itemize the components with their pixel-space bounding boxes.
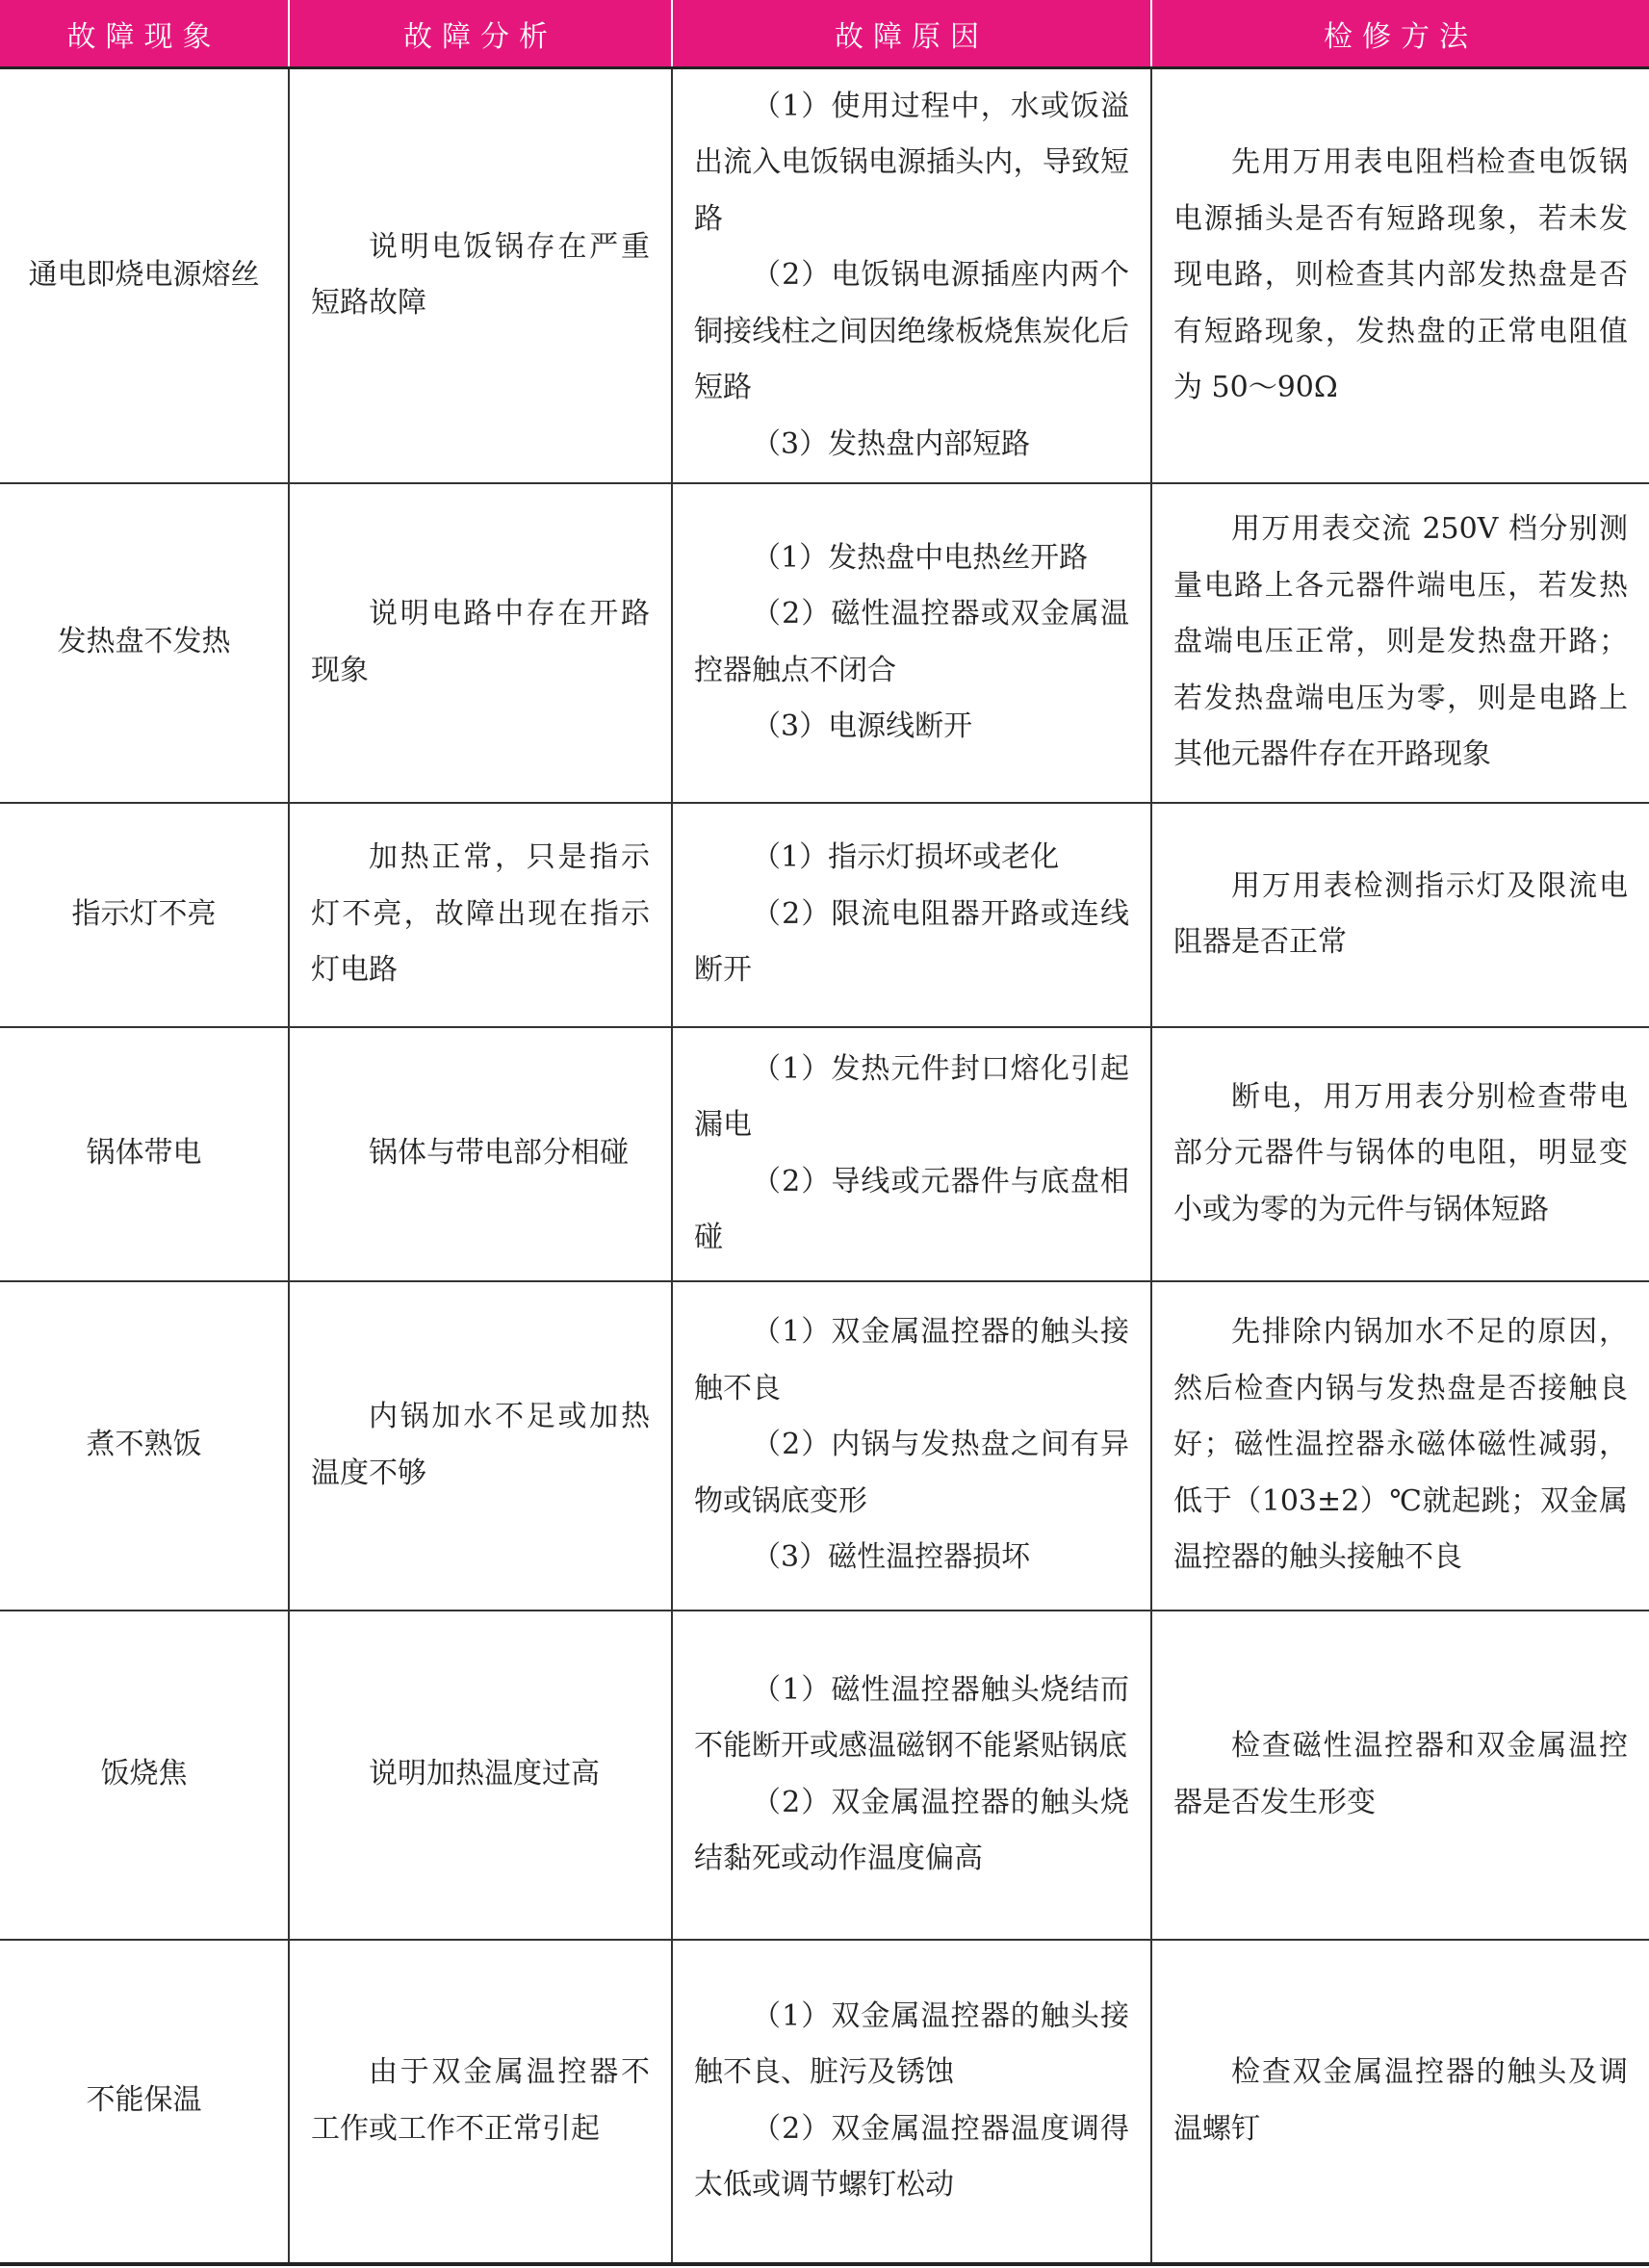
method-cell: 检查双金属温控器的触头及调温螺钉 — [1151, 1940, 1649, 2264]
cause-item: （3）磁性温控器损坏 — [752, 1540, 1031, 1575]
header-cause: 故障原因 — [672, 0, 1151, 68]
method-cell: 断电，用万用表分别检查带电部分元器件与锅体的电阻，明显变小或为零的为元件与锅体短路 — [1151, 1027, 1649, 1281]
causes-cell — [672, 803, 1151, 1027]
cause-item: （2）双金属温控器的触头烧结黏死或动作温度偏高 — [694, 1785, 1129, 1875]
causes-cell — [672, 1027, 1151, 1281]
analysis-cell: 内锅加水不足或加热温度不够 — [289, 1281, 672, 1611]
cause-item: （2）限流电阻器开路或连线断开 — [694, 896, 1129, 988]
cause-item: （1）使用过程中，水或饭溢出流入电饭锅电源插头内，导致短路 — [694, 89, 1129, 236]
cause-item: （2）磁性温控器或双金属温控器触点不闭合 — [694, 597, 1129, 687]
symptom-cell: 不能保温 — [0, 1940, 289, 2264]
analysis-cell: 说明电路中存在开路现象 — [289, 483, 672, 803]
header-row — [0, 0, 1649, 68]
method-cell: 检查磁性温控器和双金属温控器是否发生形变 — [1151, 1611, 1649, 1940]
table-row — [0, 483, 1649, 803]
cause-item: （1）双金属温控器的触头接触不良、脏污及锈蚀 — [694, 1998, 1129, 2089]
table-row — [0, 1611, 1649, 1940]
cause-item: （1）磁性温控器触头烧结而不能断开或感温磁钢不能紧贴锅底 — [694, 1672, 1129, 1763]
cause-item: （2）内锅与发热盘之间有异物或锅底变形 — [694, 1428, 1129, 1518]
cause-item: （1）双金属温控器的触头接触不良 — [694, 1315, 1129, 1405]
causes-cell — [672, 1281, 1151, 1611]
symptom-cell: 锅体带电 — [0, 1027, 289, 1281]
analysis-cell: 锅体与带电部分相碰 — [289, 1027, 672, 1281]
causes-cell — [672, 1611, 1151, 1940]
analysis-cell: 加热正常，只是指示灯不亮，故障出现在指示灯电路 — [289, 803, 672, 1027]
table-row — [0, 68, 1649, 483]
method-cell: 先用万用表电阻档检查电饭锅电源插头是否有短路现象，若未发现电路，则检查其内部发热盘是否有短路现象，发热盘的正常电阻值为 50～90Ω — [1151, 68, 1649, 483]
method-cell: 用万用表交流 250V 档分别测量电路上各元器件端电压，若发热盘端电压正常，则是发热盘开路；若发热盘端电压为零，则是电路上其他元器件存在开路现象 — [1151, 483, 1649, 803]
cause-item: （3）电源线断开 — [752, 709, 973, 743]
header-analysis: 故障分析 — [289, 0, 672, 68]
cause-item: （3）发热盘内部短路 — [752, 426, 1031, 461]
analysis-cell: 说明加热温度过高 — [289, 1611, 672, 1940]
cause-item: （1）指示灯损坏或老化 — [752, 840, 1060, 875]
method-cell: 先排除内锅加水不足的原因，然后检查内锅与发热盘是否接触良好；磁性温控器永磁体磁性减弱，低于（103±2）℃就起跳；双金属温控器的触头接触不良 — [1151, 1281, 1649, 1611]
cause-item: （1）发热元件封口熔化引起漏电 — [694, 1051, 1129, 1142]
causes-cell — [672, 1940, 1151, 2264]
header-symptom: 故障现象 — [0, 0, 289, 68]
cause-item: （2）电饭锅电源插座内两个铜接线柱之间因绝缘板烧焦炭化后短路 — [694, 258, 1129, 404]
causes-cell — [672, 68, 1151, 483]
symptom-cell: 发热盘不发热 — [0, 483, 289, 803]
symptom-cell: 通电即烧电源熔丝 — [0, 68, 289, 483]
cause-item: （2）导线或元器件与底盘相碰 — [694, 1164, 1129, 1254]
cause-item: （1）发热盘中电热丝开路 — [752, 540, 1089, 575]
method-cell: 用万用表检测指示灯及限流电阻器是否正常 — [1151, 803, 1649, 1027]
table-row — [0, 803, 1649, 1027]
header-method: 检修方法 — [1151, 0, 1649, 68]
table-header — [0, 0, 1649, 68]
cause-item: （2）双金属温控器温度调得太低或调节螺钉松动 — [694, 2111, 1129, 2202]
table-row — [0, 1281, 1649, 1611]
analysis-cell: 说明电饭锅存在严重短路故障 — [289, 68, 672, 483]
symptom-cell: 饭烧焦 — [0, 1611, 289, 1940]
table-row — [0, 1940, 1649, 2264]
symptom-cell: 煮不熟饭 — [0, 1281, 289, 1611]
table-body — [0, 68, 1649, 2264]
analysis-cell: 由于双金属温控器不工作或工作不正常引起 — [289, 1940, 672, 2264]
causes-cell — [672, 483, 1151, 803]
symptom-cell: 指示灯不亮 — [0, 803, 289, 1027]
table-row — [0, 1027, 1649, 1281]
